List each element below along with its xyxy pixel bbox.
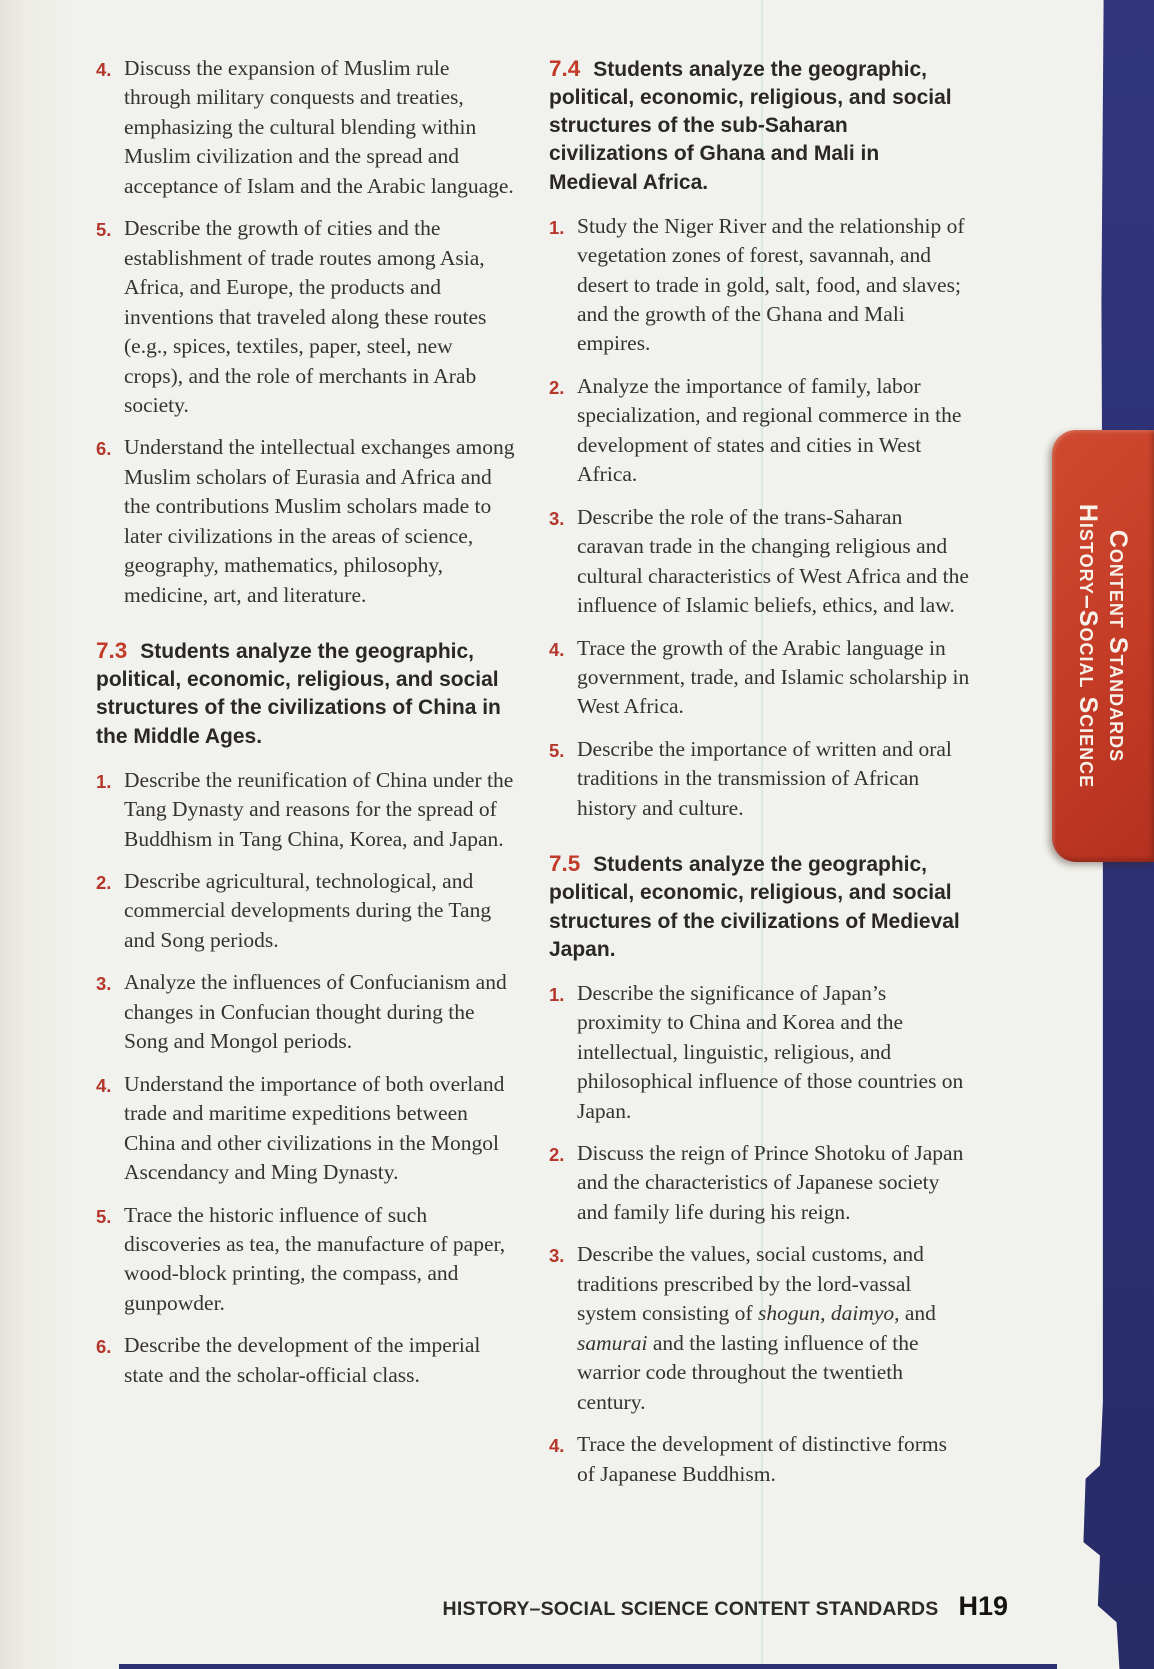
item-text: Discuss the reign of Prince Shotoku of Japan and the characteristics of Japanese society and family life during his reign. bbox=[577, 1141, 964, 1224]
item-number: 2. bbox=[96, 872, 112, 894]
item-number: 4. bbox=[549, 638, 565, 660]
column-left bbox=[96, 54, 517, 1502]
side-tab-history-social-science bbox=[1052, 430, 1154, 862]
item-text: Analyze the influences of Confucianism and changes in Confucian thought during the Song and Mongol periods. bbox=[124, 970, 507, 1054]
standard-item bbox=[549, 1240, 970, 1417]
standard-item bbox=[549, 212, 970, 359]
standard-item bbox=[549, 735, 970, 823]
section-heading-7-5 bbox=[549, 849, 970, 964]
section-heading-7-4 bbox=[549, 54, 970, 197]
standards-list-continued bbox=[96, 54, 517, 610]
section-title: Students analyze the geographic, political, economic, religious, and social structures of the sub-Saharan civilizations of Ghana and Mali in Medieval Africa. bbox=[549, 58, 952, 194]
side-tab-label-line2: Content Standards bbox=[1104, 529, 1132, 763]
item-text: Describe the development of the imperial state and the scholar-official class. bbox=[124, 1333, 481, 1387]
item-number: 5. bbox=[96, 219, 112, 241]
item-text: Describe the growth of cities and the establishment of trade routes among Asia, Africa, and Europe, the products and inventions that traveled along these routes (e.g., spices, textiles, paper, steel, new crops), and the role of merchants in Arab society. bbox=[124, 216, 487, 417]
standard-item bbox=[96, 766, 517, 854]
item-text: Understand the importance of both overland trade and maritime expeditions between China and other civilizations in the Mongol Ascendancy and Ming Dynasty. bbox=[124, 1071, 505, 1185]
item-number: 4. bbox=[549, 1435, 565, 1457]
scan-gutter-shading bbox=[0, 0, 72, 1669]
section-title: Students analyze the geographic, political, economic, religious, and social structures of the civilizations of China in the Middle Ages. bbox=[96, 640, 501, 748]
standard-item bbox=[96, 1201, 517, 1319]
standard-item bbox=[96, 214, 517, 420]
standard-item bbox=[549, 634, 970, 722]
item-number: 2. bbox=[549, 1144, 565, 1166]
side-tab-label bbox=[1073, 434, 1133, 858]
side-tab-label-line1: History–Social Science bbox=[1074, 503, 1102, 789]
standard-item bbox=[549, 1430, 970, 1489]
section-number: 7.4 bbox=[549, 56, 581, 81]
item-text: Analyze the importance of family, labor specialization, and regional commerce in the development of states and cities in West Africa. bbox=[577, 373, 962, 487]
content-columns bbox=[96, 54, 970, 1502]
item-number: 4. bbox=[96, 1074, 112, 1096]
item-text: Trace the historic influence of such discoveries as tea, the manufacture of paper, wood-block printing, the compass, and gunpowder. bbox=[124, 1202, 506, 1315]
standard-item bbox=[96, 867, 517, 955]
standard-item bbox=[96, 968, 517, 1056]
footer-label: HISTORY–SOCIAL SCIENCE CONTENT STANDARDS bbox=[442, 1598, 939, 1621]
item-number: 5. bbox=[549, 739, 565, 761]
standard-item bbox=[549, 979, 970, 1126]
item-number: 1. bbox=[96, 770, 112, 792]
standard-item bbox=[96, 1070, 517, 1188]
item-text: Describe the role of the trans-Saharan caravan trade in the changing religious and cultural characteristics of West Africa and the influence of Islamic beliefs, ethics, and law. bbox=[577, 504, 969, 618]
item-number: 3. bbox=[96, 973, 112, 995]
item-number: 6. bbox=[96, 1336, 112, 1358]
item-text: Trace the development of distinctive forms of Japanese Buddhism. bbox=[577, 1432, 947, 1486]
item-text: Trace the growth of the Arabic language in government, trade, and Islamic scholarship in West Africa. bbox=[577, 635, 970, 719]
item-number: 5. bbox=[96, 1205, 112, 1227]
standard-item bbox=[96, 433, 517, 610]
item-text: Describe the reunification of China under the Tang Dynasty and reasons for the spread of Buddhism in Tang China, Korea, and Japan. bbox=[124, 767, 514, 851]
standard-item bbox=[96, 54, 517, 201]
item-text: Describe the importance of written and oral traditions in the transmission of African history and culture. bbox=[577, 736, 952, 820]
standards-list-7-5 bbox=[549, 979, 970, 1489]
item-number: 1. bbox=[549, 216, 565, 238]
page-number: H19 bbox=[958, 1591, 1008, 1622]
standard-item bbox=[549, 1139, 970, 1227]
page-footer bbox=[443, 1588, 1008, 1625]
item-number: 1. bbox=[549, 983, 565, 1005]
section-number: 7.3 bbox=[96, 638, 128, 664]
bottom-page-edge-line bbox=[119, 1664, 1057, 1669]
column-right bbox=[549, 54, 970, 1502]
item-number: 3. bbox=[549, 1245, 565, 1267]
standards-list-7-3 bbox=[96, 766, 517, 1391]
item-text: Describe the values, social customs, and traditions prescribed by the lord-vassal system consisting of shogun, daimyo, and samurai and the lasting influence of the warrior code throughout the twentieth century. bbox=[577, 1242, 936, 1414]
standard-item bbox=[549, 372, 970, 490]
section-title: Students analyze the geographic, political, economic, religious, and social structures of the civilizations of Medieval Japan. bbox=[549, 853, 960, 961]
item-number: 2. bbox=[549, 376, 565, 398]
item-text: Describe the significance of Japan’s proximity to China and Korea and the intellectual, linguistic, religious, and philosophical influence of those countries on Japan. bbox=[577, 980, 964, 1123]
standard-item bbox=[549, 503, 970, 621]
section-number: 7.5 bbox=[549, 851, 581, 877]
section-heading-7-3 bbox=[96, 636, 517, 751]
item-number: 3. bbox=[549, 507, 565, 529]
item-text: Describe agricultural, technological, and commercial developments during the Tang and Song periods. bbox=[124, 869, 492, 952]
item-number: 4. bbox=[96, 59, 112, 80]
item-text: Study the Niger River and the relationship of vegetation zones of forest, savannah, and desert to trade in gold, salt, food, and slaves; and the growth of the Ghana and Mali empires. bbox=[577, 213, 965, 356]
standard-item bbox=[96, 1331, 517, 1390]
item-text: Discuss the expansion of Muslim rule through military conquests and treaties, emphasizing the cultural blending within Muslim civilization and the spread and acceptance of Islam and the Arabic language. bbox=[124, 56, 514, 198]
standards-list-7-4 bbox=[549, 212, 970, 824]
item-number: 6. bbox=[96, 438, 112, 460]
item-text: Understand the intellectual exchanges among Muslim scholars of Eurasia and Africa and the contributions Muslim scholars made to later civilizations in the areas of science, geography, mathematics, philosophy, medicine, art, and literature. bbox=[124, 435, 515, 607]
